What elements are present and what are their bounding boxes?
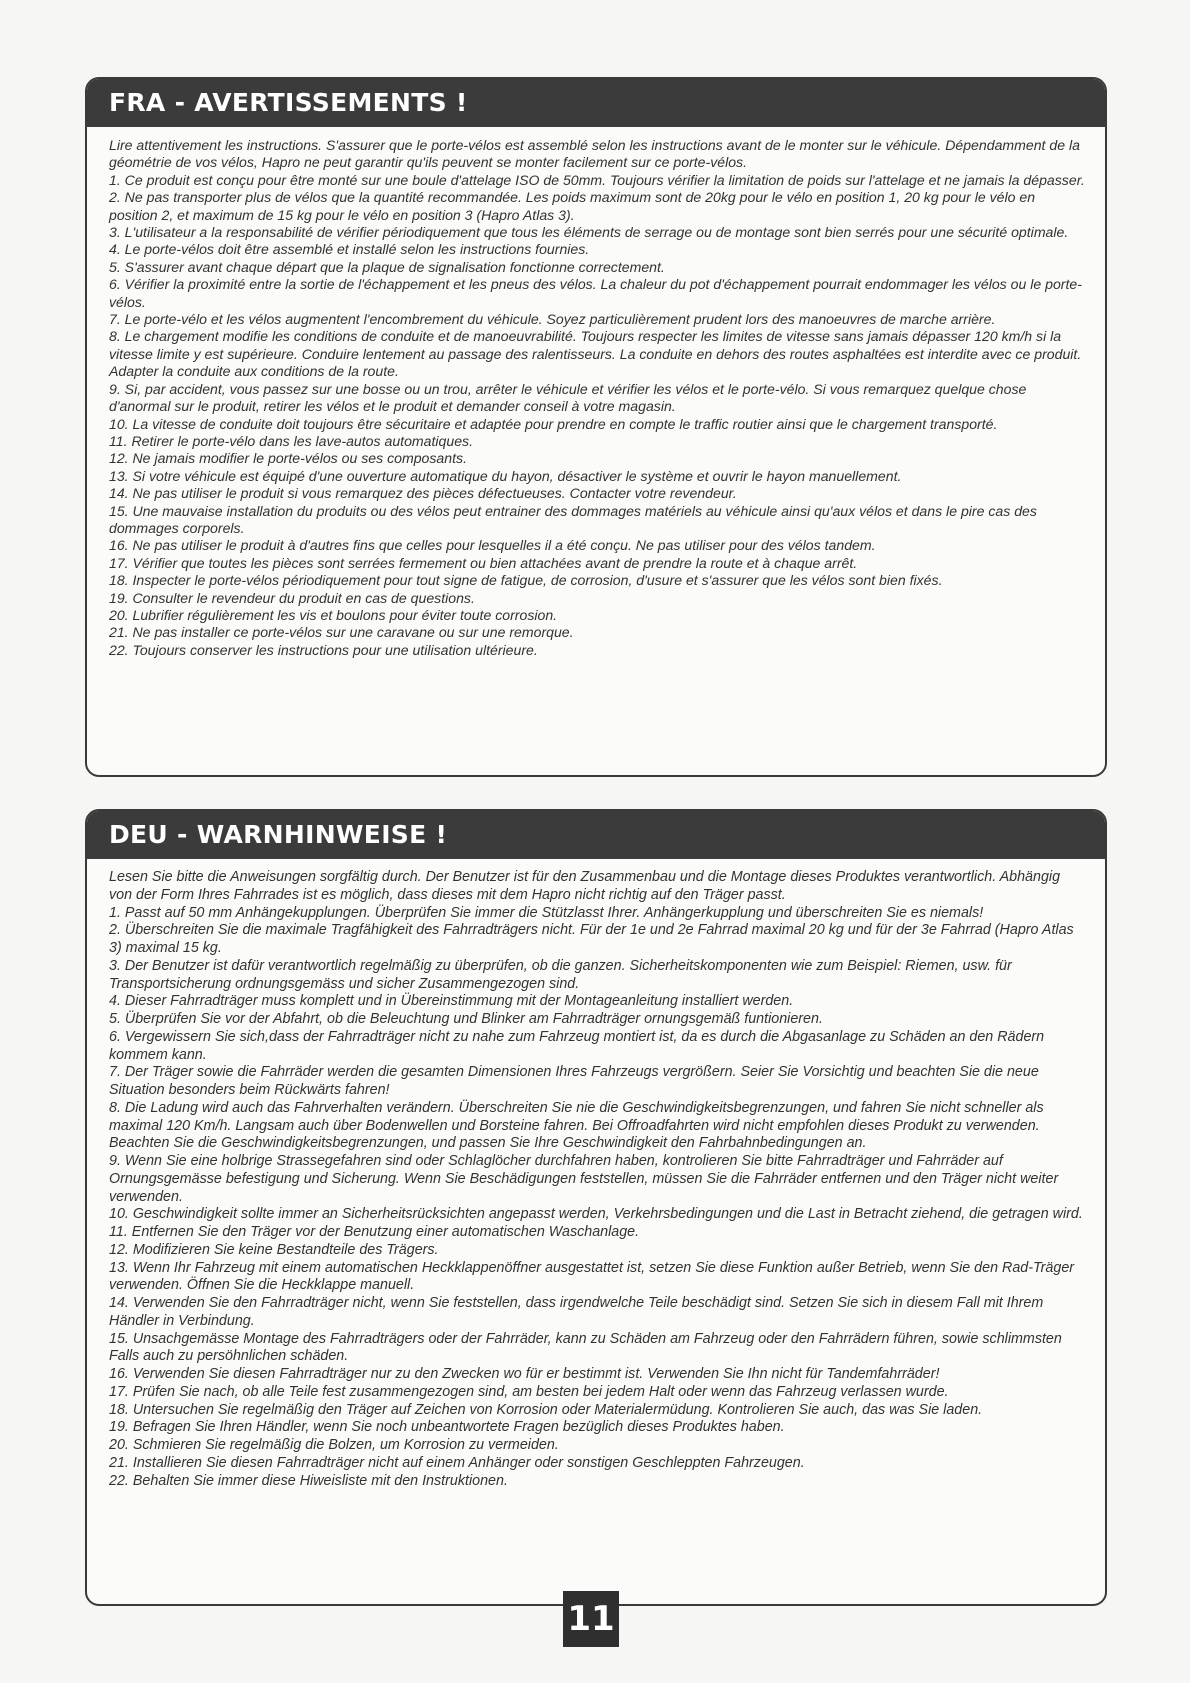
deu-warning-item: 8. Die Ladung wird auch das Fahrverhalten verändern. Überschreiten Sie nie die Geschwindigkeitsbegrenzungen, und fahren Sie nicht schneller als maximal 120 Km/h. Langsam auch über Bodenwellen und Borsteine fahren. Bei Offroadfahrten wird nicht empfohlen dieses Produkt zu verwenden. Beachten Sie die Geschwindigkeitsbegrenzungen, und passen Sie Ihre Geschwindigkeit den Fahrbahnbedingungen an. — [109, 1099, 1044, 1152]
deu-warning-item: 14. Verwenden Sie den Fahrradträger nicht, wenn Sie feststellen, dass irgendwelche Teile beschädigt sind. Setzen Sie sich in diesem Fall mit Ihrem Händler in Verbindung. — [109, 1295, 1044, 1329]
fra-warnings-section — [85, 77, 1107, 777]
fra-warning-item: 22. Toujours conserver les instructions pour une utilisation ultérieure. — [109, 641, 538, 658]
deu-warning-item: 3. Der Benutzer ist dafür verantwortlich regelmäßig zu überprüfen, ob die ganzen. Sicherheitskomponenten wie zum Beispiel: Riemen, usw. für Transportsicherung ordnungsgemäss und sicher Zusammengezogen sind. — [109, 957, 1012, 992]
fra-warning-item: 14. Ne pas utiliser le produit si vous remarquez des pièces défectueuses. Contacter votre revendeur. — [109, 485, 737, 502]
fra-warning-item: 1. Ce produit est conçu pour être monté sur une boule d'attelage ISO de 50mm. Toujours vérifier la limitation de poids sur l'attelage et ne jamais la dépasser. — [109, 171, 1085, 188]
deu-warning-item: 2. Überschreiten Sie die maximale Tragfähigkeit des Fahrradträgers nicht. Für der 1e und 2e Fahrrad maximal 20 kg und für der 3e Fahrrad (Hapro Atlas 3) maximal 15 kg. — [109, 922, 1074, 956]
deu-warning-item: 10. Geschwindigkeit sollte immer an Sicherheitsrücksichten angepasst werden, Verkehrsbedingungen und die Last in Betracht ziehend, die getragen wird. — [109, 1206, 1083, 1223]
fra-warning-item: 6. Vérifier la proximité entre la sortie de l'échappement et les pneus des vélos. La chaleur du pot d'échappement pourrait endommager les vélos ou le porte-vélos. — [109, 276, 1082, 310]
deu-warning-item: 9. Wenn Sie eine holbrige Strassegefahren sind oder Schlaglöcher durchfahren haben, kontrolieren Sie bitte Fahrradträger und Fahrräder auf Ornungsgemässe befestigung und Sicherung. Wenn Sie Beschädigungen feststellen, müssen Sie die Fahrräder entfernen und den Träger nicht weiter verwenden. — [109, 1153, 1059, 1205]
deu-warning-item: 1. Passt auf 50 mm Anhängekupplungen. Überprüfen Sie immer die Stützlasst Ihrer. Anhängerkupplung und überschreiten Sie es niemals! — [109, 904, 984, 921]
fra-warning-item: 21. Ne pas installer ce porte-vélos sur une caravane ou sur une remorque. — [109, 624, 574, 641]
deu-warning-item: 6. Vergewissern Sie sich,dass der Fahrradträger nicht zu nahe zum Fahrzeug montiert ist, da es durch die Abgasanlage zu Schäden an den Rädern kommem kann. — [109, 1028, 1045, 1063]
deu-warning-item: 5. Überprüfen Sie vor der Abfahrt, ob die Beleuchtung und Blinker am Fahrradträger ornungsgemäß funtionieren. — [109, 1011, 823, 1027]
deu-warning-item: 19. Befragen Sie Ihren Händler, wenn Sie noch unbeantwortete Fragen bezüglich dieses Produktes haben. — [109, 1419, 785, 1436]
page-number: 11 — [563, 1591, 619, 1647]
fra-warning-item: 8. Le chargement modifie les conditions de conduite et de manoeuvrabilité. Toujours respecter les limites de vitesse sans jamais dépasser 120 km/h si la vitesse limite y est supérieure. Conduire lentement au passage des ralentisseurs. La conduite en dehors des routes asphaltées est interdite avec ce produit. Adapter la conduite aux conditions de la route. — [109, 328, 1082, 380]
deu-warning-item: 11. Entfernen Sie den Träger vor der Benutzung einer automatischen Waschanlage. — [109, 1224, 640, 1240]
deu-warning-item: 21. Installieren Sie diesen Fahrradträger nicht auf einem Anhänger oder sonstigen Geschleppten Fahrzeugen. — [109, 1454, 805, 1471]
fra-warning-item: 20. Lubrifier régulièrement les vis et boulons pour éviter toute corrosion. — [109, 606, 558, 623]
fra-intro-paragraph: Lire attentivement les instructions. S'assurer que le porte-vélos est assemblé selon les instructions avant de le monter sur le véhicule. Dépendamment de la géométrie de vos vélos, Hapro ne peut garantir qu'ils peuvent se monter facilement sur ce porte-vélos. — [109, 137, 1080, 171]
deu-warning-item: 13. Wenn Ihr Fahrzeug mit einem automatischen Heckklappenöffner ausgestattet ist, setzen Sie diese Funktion außer Betrieb, wenn Sie den Rad-Träger verwenden. Öffnen Sie die Heckklappe manuell. — [109, 1259, 1075, 1294]
fra-warning-item: 18. Inspecter le porte-vélos périodiquement pour tout signe de fatigue, de corrosion, d'usure et s'assurer que les vélos sont bien fixés. — [109, 572, 943, 589]
deu-warning-item: 17. Prüfen Sie nach, ob alle Teile fest zusammengezogen sind, am besten bei jedem Halt oder wenn das Fahrzeug verlassen wurde. — [109, 1383, 949, 1400]
deu-intro-paragraph: Lesen Sie bitte die Anweisungen sorgfältig durch. Der Benutzer ist für den Zusammenbau und die Montage dieses Produktes verantwortlich. Abhängig von der Form Ihres Fahrrades ist es möglich, dass dieses mit dem Hapro nicht richtig auf den Träger passt. — [109, 869, 1061, 903]
fra-warning-item: 10. La vitesse de conduite doit toujours être sécuritaire et adaptée pour prendre en compte le traffic routier ainsi que le chargement transporté. — [109, 415, 998, 432]
fra-warning-item: 19. Consulter le revendeur du produit en cas de questions. — [109, 589, 475, 606]
deu-warnings-section — [85, 809, 1107, 1606]
fra-warning-item: 4. Le porte-vélos doit être assemblé et installé selon les instructions fournies. — [109, 241, 590, 258]
deu-warning-item: 7. Der Träger sowie die Fahrräder werden die gesamten Dimensionen Ihres Fahrzeugs vergrößern. Seier Sie Vorsichtig und beachten Sie die neue Situation besonders beim Rückwärts fahren! — [109, 1064, 1039, 1098]
deu-warning-item: 16. Verwenden Sie diesen Fahrradträger nur zu den Zwecken wo für er bestimmt ist. Verwenden Sie Ihn nicht für Tandemfahrräder! — [109, 1366, 940, 1382]
deu-warning-item: 18. Untersuchen Sie regelmäßig den Träger auf Zeichen von Korrosion oder Materialermüdung. Kontrolieren Sie auch, das was Sie laden. — [109, 1401, 983, 1418]
fra-warning-item: 2. Ne pas transporter plus de vélos que la quantité recommandée. Les poids maximum sont de 20kg pour le vélo en position 1, 20 kg pour le vélo en position 2, et maximum de 15 kg pour le vélo en position 3 (Hapro Atlas 3). — [109, 189, 1036, 223]
deu-warnings-text — [87, 859, 1105, 1490]
deu-warning-item: 15. Unsachgemässe Montage des Fahrradträgers oder der Fahrräder, kann zu Schäden am Fahrzeug oder den Fahrrädern führen, sowie schlimmsten Falls auch zu persöhnlichen schäden. — [109, 1330, 1062, 1365]
fra-warnings-text — [87, 127, 1105, 659]
fra-warning-item: 5. S'assurer avant chaque départ que la plaque de signalisation fonctionne correctement. — [109, 258, 665, 275]
fra-warning-item: 13. Si votre véhicule est équipé d'une ouverture automatique du hayon, désactiver le système et ouvrir le hayon manuellement. — [109, 467, 902, 484]
fra-warning-item: 3. L'utilisateur a la responsabilité de vérifier périodiquement que tous les éléments de serrage ou de montage sont bien serrés pour une sécurité optimale. — [109, 224, 1069, 241]
deu-section-title: DEU - WARNHINWEISE ! — [87, 811, 1105, 859]
deu-warning-item: 12. Modifizieren Sie keine Bestandteile des Trägers. — [109, 1241, 439, 1258]
fra-warning-item: 7. Le porte-vélo et les vélos augmentent l'encombrement du véhicule. Soyez particulièrement prudent lors des manoeuvres de marche arrière. — [109, 311, 996, 328]
fra-warning-item: 15. Une mauvaise installation du produits ou des vélos peut entrainer des dommages matériels au véhicule ainsi qu'aux vélos et dans le pire cas des dommages corporels. — [109, 502, 1037, 536]
fra-warning-item: 9. Si, par accident, vous passez sur une bosse ou un trou, arrêter le véhicule et vérifier les vélos et le porte-vélo. Si vous remarquez quelque chose d'anormal sur le produit, retirer les vélos et le produit et demander conseil à votre magasin. — [109, 380, 1027, 415]
fra-warning-item: 11. Retirer le porte-vélo dans les lave-autos automatiques. — [109, 432, 474, 449]
fra-section-title: FRA - AVERTISSEMENTS ! — [87, 79, 1105, 127]
deu-warning-item: 22. Behalten Sie immer diese Hiweisliste mit den Instruktionen. — [109, 1472, 508, 1489]
fra-warning-item: 12. Ne jamais modifier le porte-vélos ou ses composants. — [109, 450, 467, 467]
fra-warning-item: 17. Vérifier que toutes les pièces sont serrées fermement ou bien attachées avant de prendre la route et à chaque arrêt. — [109, 554, 858, 571]
deu-warning-item: 20. Schmieren Sie regelmäßig die Bolzen, um Korrosion zu vermeiden. — [109, 1437, 559, 1453]
fra-warning-item: 16. Ne pas utiliser le produit à d'autres fins que celles pour lesquelles il a été conçu. Ne pas utiliser pour des vélos tandem. — [109, 537, 876, 554]
deu-warning-item: 4. Dieser Fahrradträger muss komplett und in Übereinstimmung mit der Montageanleitung installiert werden. — [109, 993, 794, 1010]
